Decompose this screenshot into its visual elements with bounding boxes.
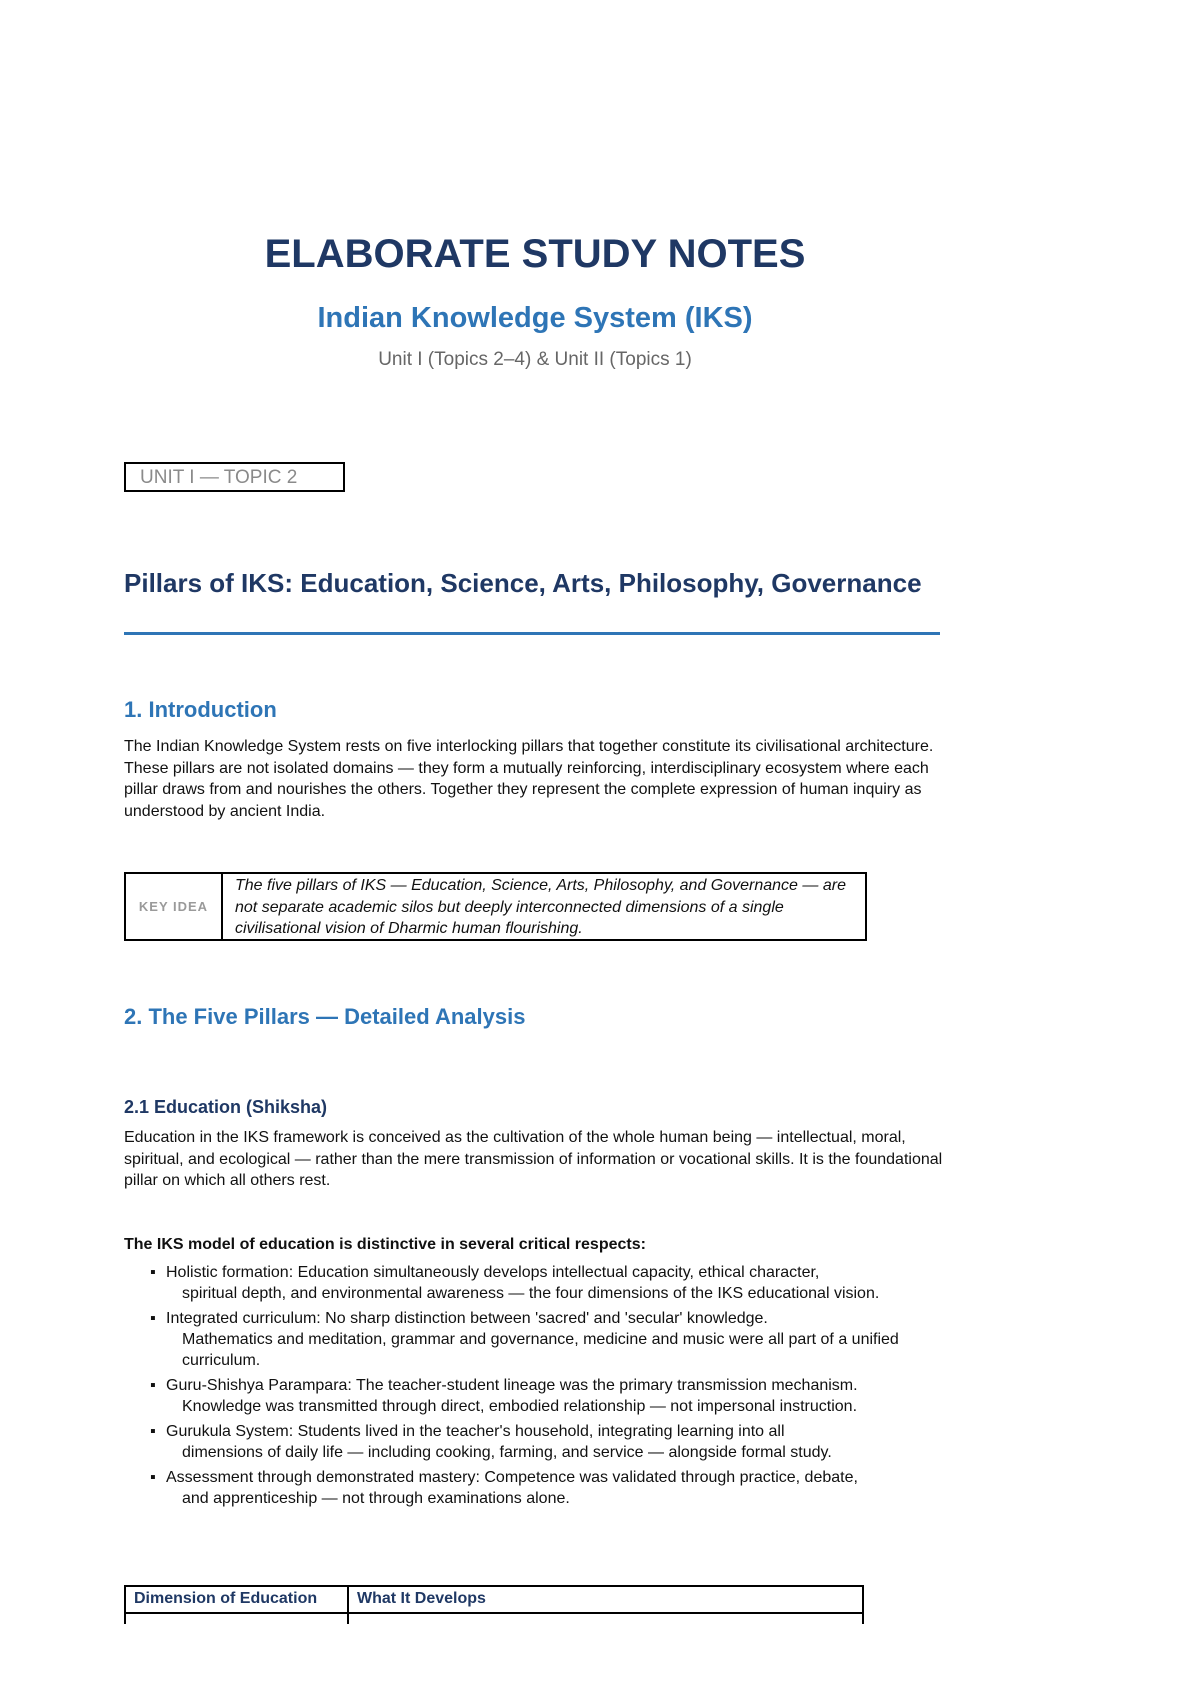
table-header-develops: What It Develops: [348, 1586, 863, 1613]
bullet-marker: ▪: [150, 1310, 156, 1327]
bullet-marker: ▪: [150, 1264, 156, 1281]
key-idea-box: [124, 872, 867, 941]
list-item-continuation: Mathematics and meditation, grammar and governance, medicine and music were all part of a unified curriculum.: [182, 1331, 899, 1369]
intro-heading: 1. Introduction: [124, 697, 277, 722]
education-heading: 2.1 Education (Shiksha): [124, 1097, 328, 1117]
section-title: Pillars of IKS: Education, Science, Arts, Philosophy, Governance: [124, 568, 922, 598]
document-title: ELABORATE STUDY NOTES: [264, 232, 806, 276]
list-item: [150, 1308, 950, 1371]
list-item: [150, 1421, 950, 1463]
bullet-marker: ▪: [150, 1423, 156, 1440]
list-item-text: Holistic formation: Education simultaneously develops intellectual capacity, ethical character,: [166, 1264, 820, 1281]
table-cell: [125, 1613, 348, 1624]
document-subtitle: Indian Knowledge System (IKS): [317, 302, 753, 334]
bullet-marker: ▪: [150, 1377, 156, 1394]
unit-range: Unit I (Topics 2–4) & Unit II (Topics 1): [378, 349, 692, 370]
list-item-text: Guru-Shishya Parampara: The teacher-student lineage was the primary transmission mechanism.: [166, 1377, 858, 1394]
list-item-text: Gurukula System: Students lived in the teacher's household, integrating learning into all: [166, 1423, 785, 1440]
list-item: [150, 1262, 950, 1304]
table-header-dimension: Dimension of Education: [125, 1586, 348, 1613]
education-bullet-list: [150, 1262, 950, 1513]
education-lead: The IKS model of education is distinctive in several critical respects:: [124, 1236, 646, 1253]
list-item-continuation: Knowledge was transmitted through direct, embodied relationship — not impersonal instruction.: [182, 1398, 858, 1415]
intro-paragraph: The Indian Knowledge System rests on five interlocking pillars that together constitute its civilisational architecture. These pillars are not isolated domains — they form a mutually reinforcing, interdisciplinary ecosystem where each pillar draws from and nourishes the others. Together they represent the complete expression of human inquiry as understood by ancient India.: [124, 738, 934, 820]
key-idea-text: The five pillars of IKS — Education, Science, Arts, Philosophy, and Governance — are not separate academic silos but deeply interconnected dimensions of a single civilisational vision of Dharmic human flourishing.: [235, 877, 846, 937]
list-item: [150, 1375, 950, 1417]
table-row: [125, 1613, 863, 1624]
list-item-continuation: dimensions of daily life — including cooking, farming, and service — alongside formal study.: [182, 1444, 832, 1461]
key-idea-label: KEY IDEA: [126, 874, 223, 939]
topic-badge: UNIT I — TOPIC 2: [124, 462, 345, 492]
bullet-marker: ▪: [150, 1469, 156, 1486]
table-cell: [348, 1613, 863, 1624]
list-item-continuation: spiritual depth, and environmental awareness — the four dimensions of the IKS educational vision.: [182, 1285, 880, 1302]
education-dimensions-table: [124, 1585, 864, 1624]
list-item-text: Integrated curriculum: No sharp distinction between 'sacred' and 'secular' knowledge.: [166, 1310, 768, 1327]
education-paragraph: Education in the IKS framework is conceived as the cultivation of the whole human being — intellectual, moral, spiritual, and ecological — rather than the mere transmission of information or vocational skills. It is the foundational pillar on which all others rest.: [124, 1129, 943, 1189]
pillars-heading: 2. The Five Pillars — Detailed Analysis: [124, 1004, 526, 1029]
list-item-text: Assessment through demonstrated mastery: Competence was validated through practice, debate,: [166, 1469, 858, 1486]
section-divider: [124, 632, 940, 635]
list-item: [150, 1467, 950, 1509]
list-item-continuation: and apprenticeship — not through examinations alone.: [182, 1490, 570, 1507]
table-header-row: [125, 1586, 863, 1613]
